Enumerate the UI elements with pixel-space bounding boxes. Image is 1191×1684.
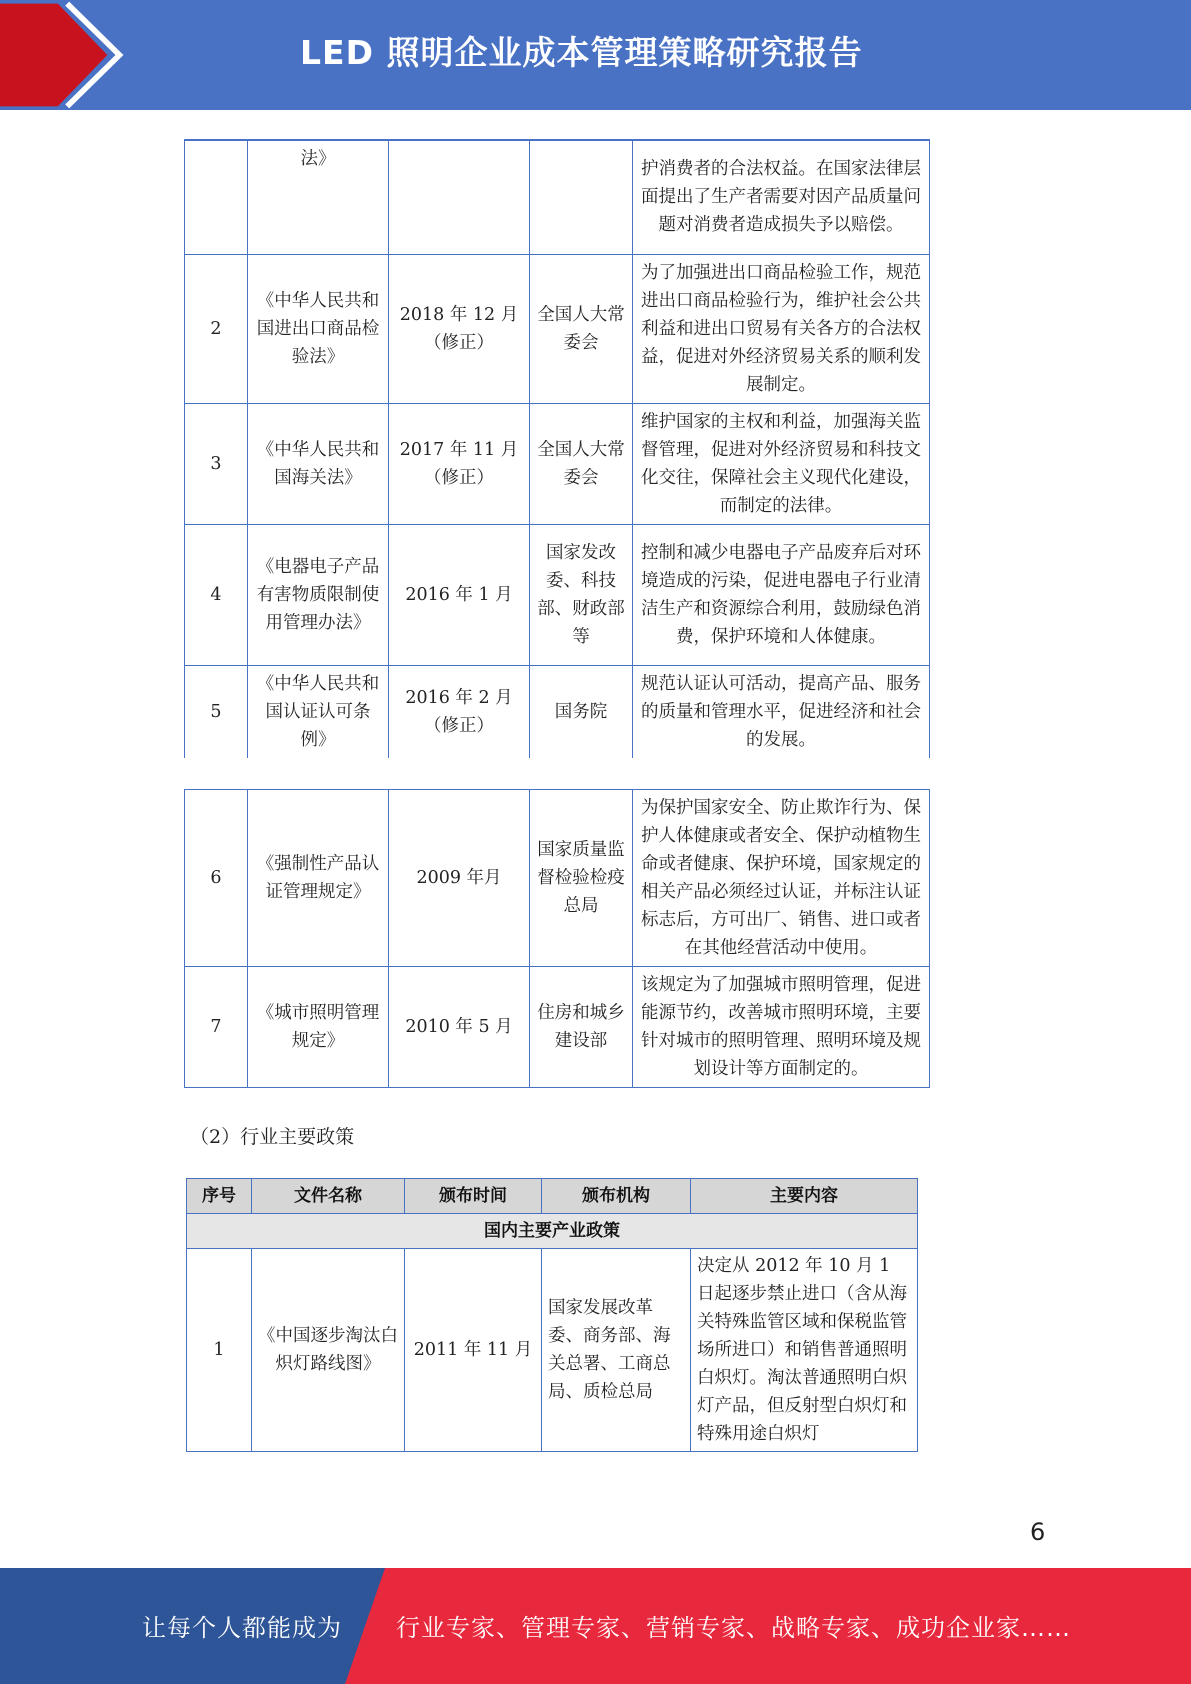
table-header-row: [187, 1179, 918, 1214]
law-date: [389, 140, 530, 254]
row-number: 6: [185, 790, 248, 967]
policy-content: 决定从 2012 年 10 月 1 日起逐步禁止进口（含从海关特殊监管区域和保税监管场所进口）和销售普通照明白炽灯。淘汰普通照明白炽灯产品，但反射型白炽灯和特殊用途白炽灯: [691, 1249, 918, 1452]
header-cell: 文件名称: [252, 1179, 405, 1214]
row-number: 4: [185, 524, 248, 665]
law-table-part1: [184, 139, 930, 758]
row-number: 1: [187, 1249, 252, 1452]
table-row: [185, 665, 930, 758]
law-content: 护消费者的合法权益。在国家法律层面提出了生产者需要对因产品质量问题对消费者造成损失予以赔偿。: [633, 140, 930, 254]
law-name: 《城市照明管理规定》: [248, 967, 389, 1088]
law-content: 维护国家的主权和利益，加强海关监督管理，促进对外经济贸易和科技文化交往，保障社会主义现代化建设，而制定的法律。: [633, 403, 930, 524]
law-name: 《中华人民共和国进出口商品检验法》: [248, 254, 389, 403]
law-date: 2016 年 1 月: [389, 524, 530, 665]
table-row: [185, 403, 930, 524]
row-number: 2: [185, 254, 248, 403]
table-row: [187, 1249, 918, 1452]
header-cell: 主要内容: [691, 1179, 918, 1214]
law-date: 2009 年月: [389, 790, 530, 967]
header-chevron-decoration: [0, 0, 140, 110]
law-content: 为保护国家安全、防止欺诈行为、保护人体健康或者安全、保护动植物生命或者健康、保护环境，国家规定的相关产品必须经过认证，并标注认证标志后，方可出厂、销售、进口或者在其他经营活动中使用。: [633, 790, 930, 967]
row-number: 7: [185, 967, 248, 1088]
law-table-part2: [184, 789, 930, 1088]
law-date: 2017 年 11 月（修正）: [389, 403, 530, 524]
law-name: 《强制性产品认证管理规定》: [248, 790, 389, 967]
law-agency: 住房和城乡建设部: [530, 967, 633, 1088]
law-agency: 全国人大常委会: [530, 254, 633, 403]
law-name: 法》: [248, 140, 389, 254]
law-content: 为了加强进出口商品检验工作，规范进出口商品检验行为，维护社会公共利益和进出口贸易有关各方的合法权益，促进对外经济贸易关系的顺利发展制定。: [633, 254, 930, 403]
policy-date: 2011 年 11 月: [405, 1249, 542, 1452]
page-header: [0, 0, 1191, 110]
policy-table: [186, 1178, 918, 1452]
table-subheader-row: [187, 1214, 918, 1249]
table-row: [185, 140, 930, 254]
law-agency: 全国人大常委会: [530, 403, 633, 524]
law-content: 控制和减少电器电子产品废弃后对环境造成的污染，促进电器电子行业清洁生产和资源综合利用，鼓励绿色消费，保护环境和人体健康。: [633, 524, 930, 665]
row-number: 5: [185, 665, 248, 758]
footer-slogan-right: 行业专家、管理专家、营销专家、战略专家、成功企业家……: [396, 1614, 1071, 1642]
policy-agency: 国家发展改革委、商务部、海关总署、工商总局、质检总局: [542, 1249, 691, 1452]
header-cell: 序号: [187, 1179, 252, 1214]
law-content: 该规定为了加强城市照明管理，促进能源节约，改善城市照明环境，主要针对城市的照明管理、照明环境及规划设计等方面制定的。: [633, 967, 930, 1088]
policy-name: 《中国逐步淘汰白炽灯路线图》: [252, 1249, 405, 1452]
subheader-cell: 国内主要产业政策: [187, 1214, 918, 1249]
law-agency: [530, 140, 633, 254]
table-row: [185, 967, 930, 1088]
table-row: [185, 524, 930, 665]
law-date: 2018 年 12 月（修正）: [389, 254, 530, 403]
header-cell: 颁布时间: [405, 1179, 542, 1214]
page-number: 6: [1030, 1518, 1046, 1546]
law-agency: 国家质量监督检验检疫总局: [530, 790, 633, 967]
law-date: 2010 年 5 月: [389, 967, 530, 1088]
header-cell: 颁布机构: [542, 1179, 691, 1214]
table-row: [185, 254, 930, 403]
row-number: [185, 140, 248, 254]
table-row: [185, 790, 930, 967]
law-name: 《中华人民共和国认证认可条例》: [248, 665, 389, 758]
law-content: 规范认证认可活动，提高产品、服务的质量和管理水平，促进经济和社会的发展。: [633, 665, 930, 758]
page-footer: [0, 1568, 1191, 1684]
section-heading: （2）行业主要政策: [190, 1126, 355, 1148]
report-title: LED 照明企业成本管理策略研究报告: [300, 33, 863, 72]
law-agency: 国家发改委、科技部、财政部等: [530, 524, 633, 665]
row-number: 3: [185, 403, 248, 524]
law-agency: 国务院: [530, 665, 633, 758]
law-date: 2016 年 2 月（修正）: [389, 665, 530, 758]
law-name: 《中华人民共和国海关法》: [248, 403, 389, 524]
law-name: 《电器电子产品有害物质限制使用管理办法》: [248, 524, 389, 665]
footer-slogan-left: 让每个人都能成为: [142, 1614, 342, 1642]
